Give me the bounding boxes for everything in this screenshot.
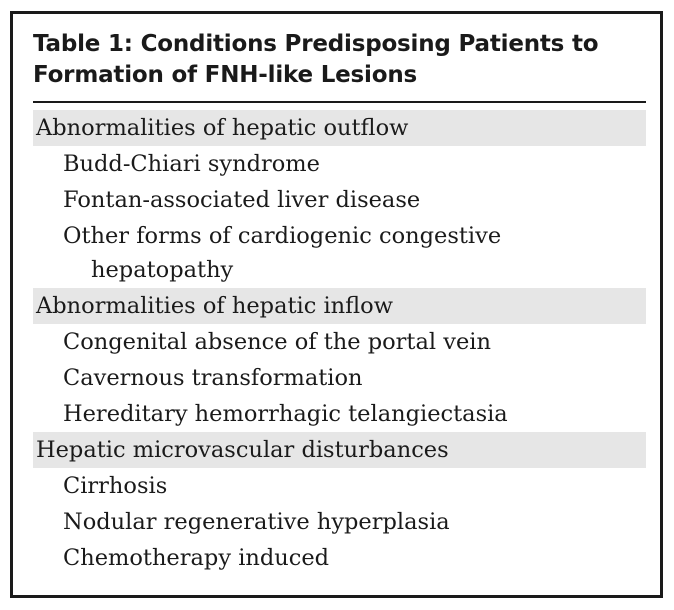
list-item: Hereditary hemorrhagic telangiectasia [63, 401, 508, 427]
table-title-line-1: Table 1: Conditions Predisposing Patients to [33, 31, 599, 57]
list-item: Cavernous transformation [63, 365, 363, 391]
list-item-continuation: hepatopathy [91, 257, 234, 283]
list-item: Chemotherapy induced [63, 545, 330, 571]
list-item: Budd-Chiari syndrome [63, 151, 320, 177]
title-divider [33, 101, 646, 103]
table-body [33, 110, 646, 576]
group-header-inflow: Abnormalities of hepatic inflow [33, 288, 646, 324]
list-item: Fontan-associated liver disease [63, 187, 421, 213]
table-frame [10, 11, 663, 598]
list-item: Congenital absence of the portal vein [63, 329, 491, 355]
group-header-microvascular: Hepatic microvascular disturbances [33, 432, 646, 468]
list-item: Other forms of cardiogenic congestive [63, 223, 502, 249]
group-header-outflow: Abnormalities of hepatic outflow [33, 110, 646, 146]
table-title [33, 29, 643, 91]
table-title-line-2: Formation of FNH-like Lesions [33, 62, 417, 88]
list-item: Nodular regenerative hyperplasia [63, 509, 450, 535]
list-item: Cirrhosis [63, 473, 168, 499]
